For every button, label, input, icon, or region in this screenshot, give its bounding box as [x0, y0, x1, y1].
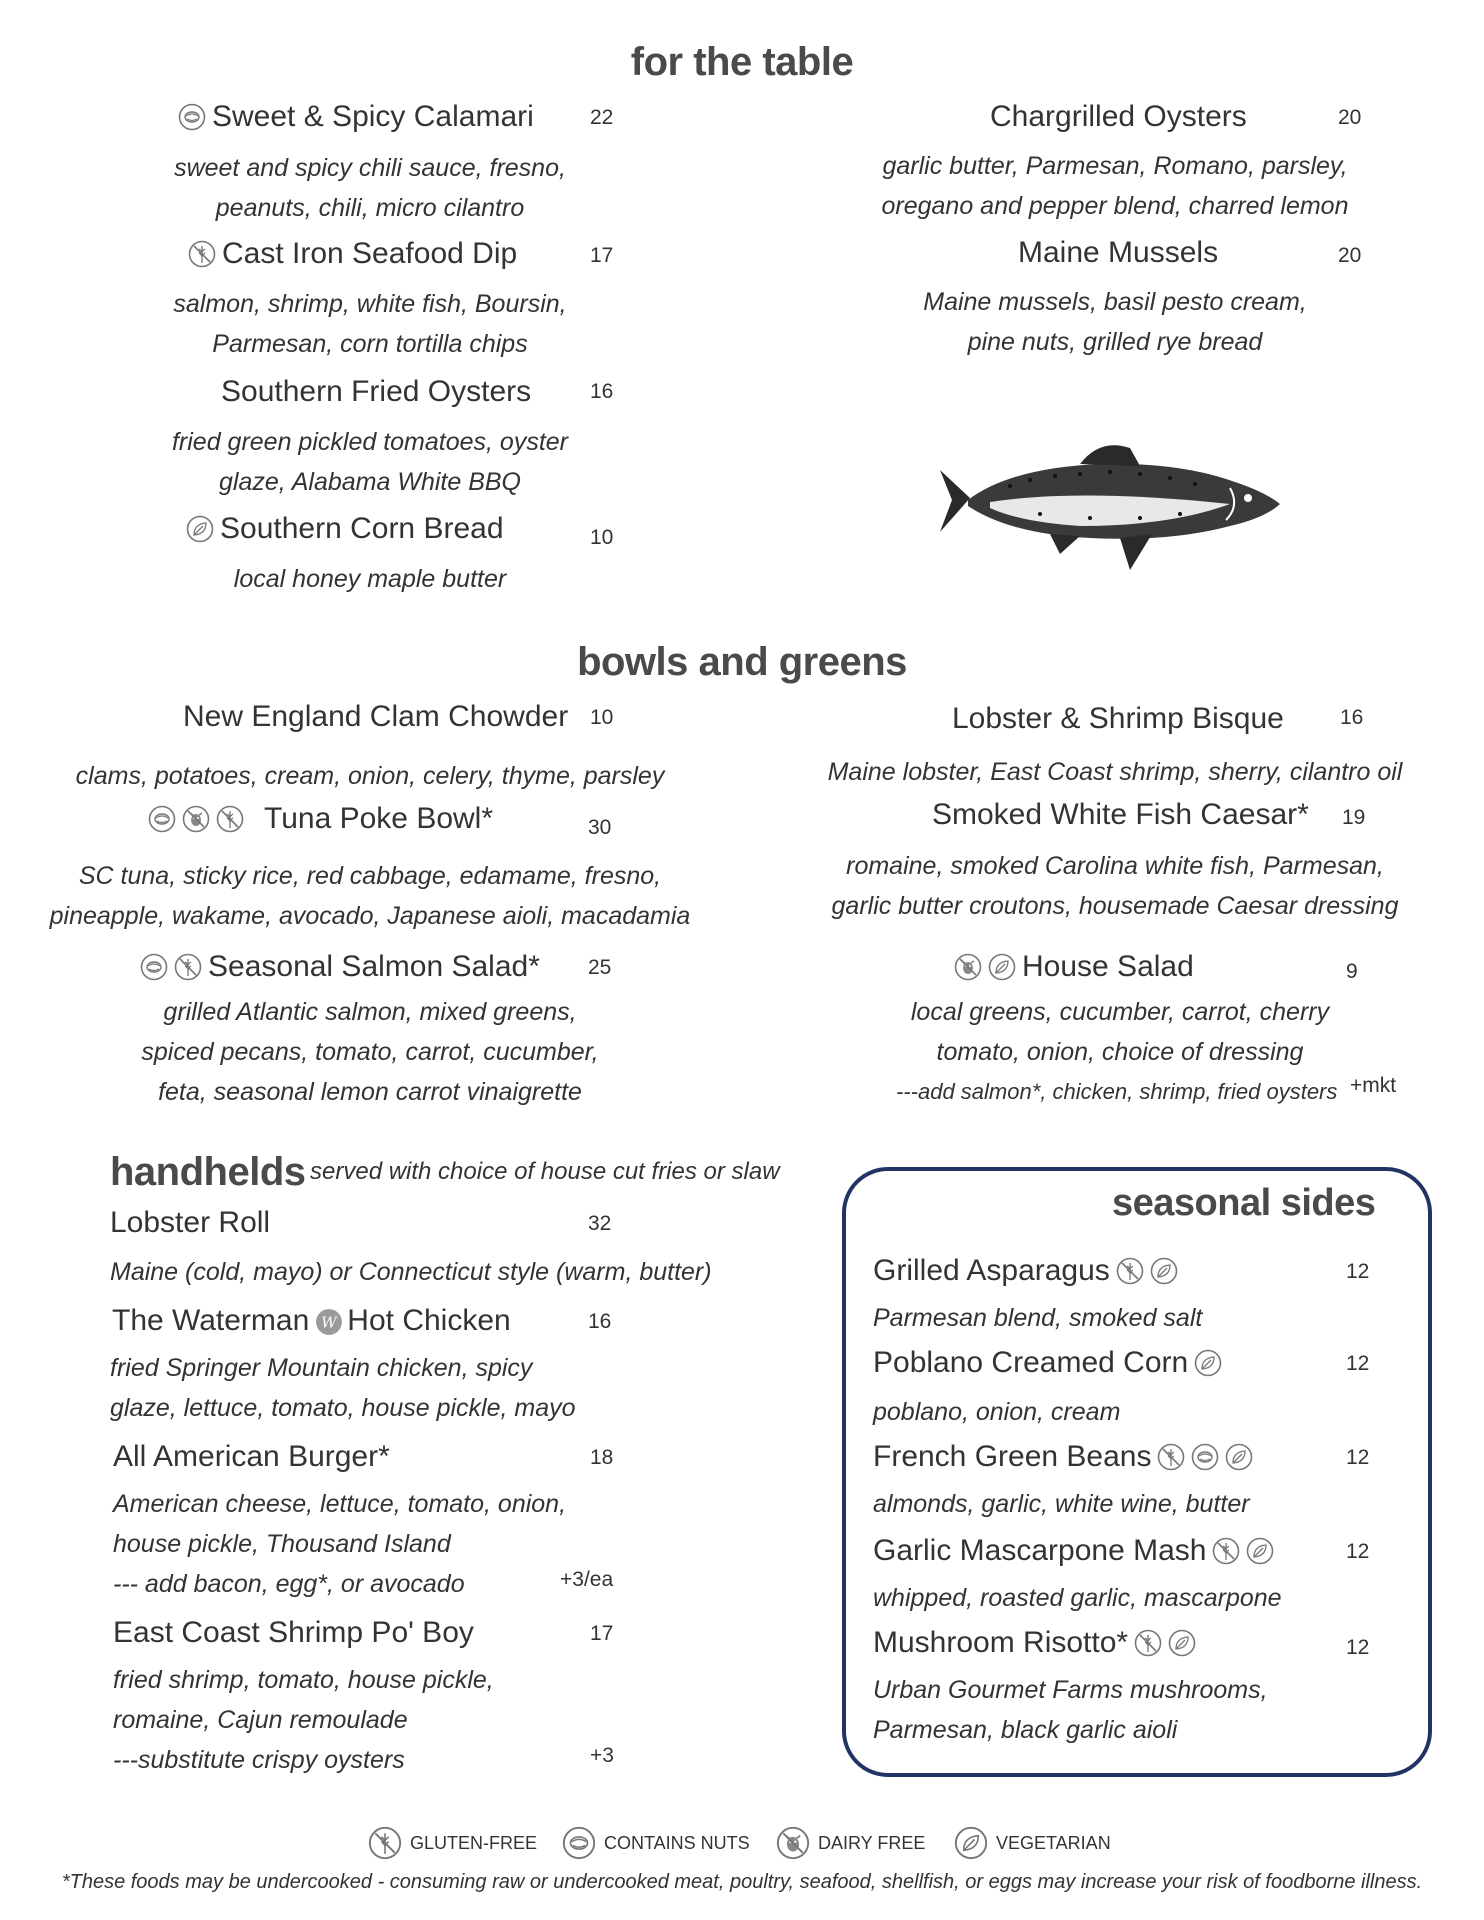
item-description: fried Springer Mountain chicken, spicy glaze, lettuce, tomato, house pickle, mayo [110, 1354, 576, 1422]
menu-item-lobster-roll: Lobster Roll [110, 1206, 271, 1239]
item-description: Parmesan blend, smoked salt [873, 1304, 1203, 1332]
side-item-mascarpone-mash: Garlic Mascarpone Mash [873, 1534, 1274, 1568]
add-on-price: +3/ea [560, 1568, 614, 1591]
nut-icon [140, 953, 168, 981]
menu-item-salmon-salad: Seasonal Salmon Salad* [140, 950, 540, 984]
section-subtitle: served with choice of house cut fries or slaw [310, 1158, 780, 1185]
nut-icon [148, 805, 176, 833]
price: 12 [1346, 1352, 1370, 1375]
side-item-green-beans: French Green Beans [873, 1440, 1253, 1474]
wheat-crossed-icon [368, 1826, 402, 1860]
legend-gluten-free: GLUTEN-FREE [368, 1826, 537, 1860]
menu-item-corn-bread: Southern Corn Bread [186, 512, 504, 546]
leaf-icon [186, 515, 214, 543]
price: 25 [588, 956, 612, 979]
wheat-crossed-icon [1116, 1257, 1144, 1285]
add-on-price: +mkt [1350, 1074, 1397, 1097]
price: 19 [1342, 806, 1366, 829]
price: 12 [1346, 1446, 1370, 1469]
leaf-icon [1246, 1537, 1274, 1565]
waterman-logo-icon [315, 1308, 341, 1334]
item-description: Maine mussels, basil pesto cream, pine nuts, grilled rye bread [923, 288, 1307, 356]
price: 16 [1340, 706, 1364, 729]
side-item-asparagus: Grilled Asparagus [873, 1254, 1178, 1288]
item-description: whipped, roasted garlic, mascarpone [873, 1584, 1282, 1612]
legend-contains-nuts: CONTAINS NUTS [562, 1826, 750, 1860]
menu-item-po-boy: East Coast Shrimp Po' Boy [113, 1616, 474, 1649]
leaf-icon [1225, 1443, 1253, 1471]
wheat-crossed-icon [174, 953, 202, 981]
item-description: grilled Atlantic salmon, mixed greens, spiced pecans, tomato, carrot, cucumber, feta, seasonal lemon carrot vinaigrette [141, 998, 599, 1106]
add-on-price: +3 [590, 1744, 614, 1767]
item-description: almonds, garlic, white wine, butter [873, 1490, 1250, 1518]
item-description: garlic butter, Parmesan, Romano, parsley, oregano and pepper blend, charred lemon [881, 152, 1349, 220]
price: 18 [590, 1446, 614, 1469]
trout-illustration [930, 430, 1290, 580]
leaf-icon [954, 1826, 988, 1860]
item-description: poblano, onion, cream [873, 1398, 1121, 1426]
item-description: clams, potatoes, cream, onion, celery, thyme, parsley [75, 762, 665, 790]
menu-item-hot-chicken: The Waterman W Hot Chicken [112, 1304, 511, 1337]
item-description: American cheese, lettuce, tomato, onion, house pickle, Thousand Island [113, 1490, 567, 1558]
legend-dairy-free: DAIRY FREE [776, 1826, 925, 1860]
item-description: SC tuna, sticky rice, red cabbage, edamame, fresno, pineapple, wakame, avocado, Japanese aioli, macadamia [49, 862, 691, 930]
legend-vegetarian: VEGETARIAN [954, 1826, 1111, 1860]
wheat-crossed-icon [1212, 1537, 1240, 1565]
price: 12 [1346, 1540, 1370, 1563]
add-on-text: --- add bacon, egg*, or avocado [113, 1570, 465, 1598]
leaf-icon [1194, 1349, 1222, 1377]
nut-icon [562, 1826, 596, 1860]
menu-item-clam-chowder: New England Clam Chowder [183, 700, 569, 733]
svg-text:W: W [321, 1313, 338, 1332]
item-description: local honey maple butter [233, 565, 507, 593]
cow-crossed-icon [954, 953, 982, 981]
item-description: salmon, shrimp, white fish, Boursin, Parmesan, corn tortilla chips [173, 290, 567, 358]
price: 9 [1346, 960, 1358, 983]
item-description: Maine lobster, East Coast shrimp, sherry, cilantro oil [827, 758, 1403, 786]
wheat-crossed-icon [1157, 1443, 1185, 1471]
menu-item-chargrilled-oysters: Chargrilled Oysters [990, 100, 1247, 133]
cow-crossed-icon [182, 805, 210, 833]
menu-item-burger: All American Burger* [113, 1440, 390, 1473]
item-description: sweet and spicy chili sauce, fresno, peanuts, chili, micro cilantro [174, 154, 566, 222]
leaf-icon [988, 953, 1016, 981]
price: 22 [590, 106, 614, 129]
wheat-crossed-icon [188, 240, 216, 268]
add-on-text: ---add salmon*, chicken, shrimp, fried oysters [896, 1079, 1338, 1104]
menu-item-bisque: Lobster & Shrimp Bisque [952, 702, 1284, 735]
cow-crossed-icon [776, 1826, 810, 1860]
section-title-for-the-table: for the table [630, 40, 854, 84]
wheat-crossed-icon [1134, 1629, 1162, 1657]
item-description: Urban Gourmet Farms mushrooms, Parmesan, black garlic aioli [873, 1676, 1268, 1744]
price: 17 [590, 244, 614, 267]
price: 12 [1346, 1260, 1370, 1283]
menu-item-fried-oysters: Southern Fried Oysters [221, 375, 532, 408]
menu-item-house-salad: House Salad [954, 950, 1194, 984]
item-description: fried shrimp, tomato, house pickle, romaine, Cajun remoulade [113, 1666, 494, 1734]
price: 32 [588, 1212, 612, 1235]
wheat-crossed-icon [216, 805, 244, 833]
nut-icon [178, 103, 206, 131]
menu-item-white-fish-caesar: Smoked White Fish Caesar* [932, 798, 1309, 831]
item-description: local greens, cucumber, carrot, cherry tomato, onion, choice of dressing [910, 998, 1330, 1066]
section-title-seasonal-sides: seasonal sides [1112, 1182, 1376, 1224]
price: 10 [590, 706, 614, 729]
add-on-text: ---substitute crispy oysters [113, 1746, 405, 1774]
price: 17 [590, 1622, 614, 1645]
item-description: romaine, smoked Carolina white fish, Parmesan, garlic butter croutons, housemade Caesar dressing [831, 852, 1399, 920]
side-item-mushroom-risotto: Mushroom Risotto* [873, 1626, 1196, 1660]
menu-item-calamari: Sweet & Spicy Calamari [178, 100, 534, 134]
price: 20 [1338, 244, 1362, 267]
side-item-creamed-corn: Poblano Creamed Corn [873, 1346, 1222, 1380]
price: 16 [590, 380, 614, 403]
price: 12 [1346, 1636, 1370, 1659]
nut-icon [1191, 1443, 1219, 1471]
menu-item-maine-mussels: Maine Mussels [1018, 236, 1219, 269]
item-description: fried green pickled tomatoes, oyster glaze, Alabama White BBQ [171, 428, 569, 496]
section-title-handhelds: handhelds [110, 1150, 306, 1194]
food-safety-disclaimer: *These foods may be undercooked - consuming raw or undercooked meat, poultry, seafood, shellfish, or eggs may increase your risk of foodborne illness. [61, 1871, 1423, 1893]
leaf-icon [1150, 1257, 1178, 1285]
menu-item-tuna-poke: Tuna Poke Bowl* [148, 802, 493, 836]
price: 16 [588, 1310, 612, 1333]
price: 30 [588, 816, 612, 839]
price: 10 [590, 526, 614, 549]
menu-item-seafood-dip: Cast Iron Seafood Dip [188, 237, 517, 271]
leaf-icon [1168, 1629, 1196, 1657]
price: 20 [1338, 106, 1362, 129]
section-title-bowls-and-greens: bowls and greens [577, 640, 907, 684]
item-description: Maine (cold, mayo) or Connecticut style (warm, butter) [110, 1258, 712, 1286]
